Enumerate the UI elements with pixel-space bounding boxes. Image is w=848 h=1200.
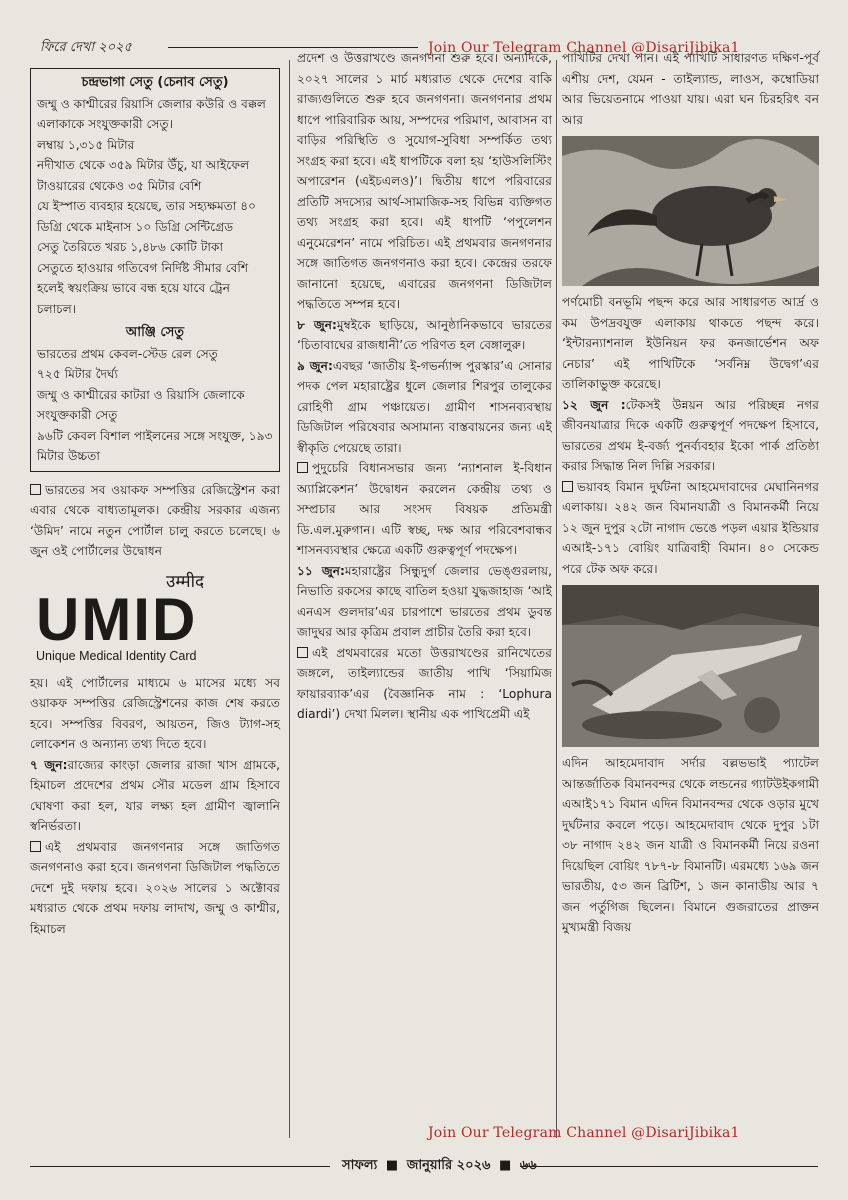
box-line: জম্মু ও কাশ্মীরের রিয়াসি জেলার কউরি ও বক্কল এলাকাকে সংযুক্তকারী সেতু। [37, 96, 267, 131]
checkbox-bullet-icon [562, 481, 573, 492]
logo-hindi-text: उम्मीद [166, 571, 204, 592]
box-line: ৯৬টি কেবল বিশাল পাইলনের সঙ্গে সংযুক্ত, ১৯৩ মিটার উচ্চতা [37, 428, 273, 463]
news-date: ১১ জুন: [297, 563, 345, 578]
news-date: ৭ জুন: [30, 757, 68, 772]
square-bullet-icon: ■ [385, 1158, 399, 1173]
column-3 [562, 48, 819, 938]
box-line: জম্মু ও কাশ্মীরের কাটরা ও রিয়াসি জেলাকে সংযুক্তকারী সেতু [37, 387, 245, 422]
news-text: এই প্রথমবারের মতো উত্তরাখণ্ডের রানিখেতের জঙ্গলে, তাইল্যান্ডের জাতীয় পাখি ‘সিয়ামিজ ফায়ারব্যাক’এর (বৈজ্ঞানিক নাম : ‘Lophura diardi’) দেখা মিলল। স্থানীয় এক পাখিপ্রেমী এই [297, 645, 552, 721]
column-divider [289, 60, 290, 1138]
page-number: ৬৬ [519, 1158, 537, 1173]
box-line: সেতুতে হাওয়ার গতিবেগ নির্দিষ্ট সীমার বেশি হলেই স্বয়ংক্রিয় ভাবে বন্ধ হয়ে যাবে ট্রেন চলাচল। [37, 260, 249, 316]
umid-logo-graphic [30, 592, 270, 644]
bird-photo [562, 136, 819, 286]
column-1 [30, 68, 280, 939]
column-2 [297, 48, 552, 725]
magazine-name: সাফল্য [342, 1158, 378, 1173]
news-text: ভারতের সব ওয়াকফ সম্পত্তির রেজিস্ট্রেশন করা এবার থেকে বাধ্যতামূলক। কেন্দ্রীয় সরকার এজন্য ‘উমিদ’ নামে নতুন পোর্টাল চালু করতে চলেছে। ৬ জুন ওই পোর্টালের উদ্বোধন [30, 482, 280, 558]
news-text: মহারাষ্ট্রের সিন্ধুদুর্গ জেলার ভেঙ্গুরলায়, নিভাতি রকসের কাছে বাতিল হওয়া যুদ্ধজাহাজ ‘আই এনএস গুলদার’এর চারপাশে ভারতের প্রথম ডুবন্ত জাদুঘর আর কৃত্রিম প্রবাল প্রাচীর তৈরি করা হবে। [297, 563, 552, 639]
page-footer [342, 1156, 541, 1177]
box-line: সেতু তৈরিতে খরচ ১,৪৮৬ কোটি টাকা [37, 240, 223, 254]
news-item [297, 561, 552, 643]
news-date: ৯ জুন: [297, 358, 333, 373]
square-bullet-icon: ■ [499, 1158, 512, 1173]
issue-month: জানুয়ারি ২০২৬ [406, 1158, 491, 1173]
news-item [297, 315, 552, 356]
footer-rule [520, 1166, 818, 1167]
box-line: লম্বায় ১,৩১৫ মিটার [37, 137, 135, 152]
news-text: হয়। এই পোর্টালের মাধ্যমে ৬ মাসের মধ্যে সব ওয়াকফ সম্পত্তির রেজিস্ট্রেশনের কাজ শেষ করতে হবে। সম্পত্তির বিবরণ, আয়তন, জিও ট্যাগ-সহ লোকেশন ও অন্যান্য তথ্য দিতে হবে। [30, 675, 280, 751]
news-text: পর্ণমোচী বনভূমি পছন্দ করে আর সাধারণত আর্দ্র ও কম উপদ্রবযুক্ত এলাকায় থাকতে পছন্দ করে। ‘ইন্টারন্যাশনাল ইউনিয়ন ফর কনজার্ভেশন অফ নেচার’ এই পাখিটিকে ‘সর্বনিম্ন উদ্বেগ’এর তালিকাভুক্ত করেছে। [562, 295, 819, 391]
news-item [30, 837, 280, 940]
news-item [562, 477, 819, 580]
checkbox-bullet-icon [30, 841, 41, 852]
news-text: পুদুচেরি বিধানসভার জন্য ‘ন্যাশনাল ই-বিধান অ্যাপ্লিকেশন’ উদ্বোধন করলেন কেন্দ্রীয় তথ্য ও সম্প্রচার আর সংসদ বিষয়ক প্রতিমন্ত্রী ডি.এল.মুরুগান। এটি স্বচ্ছ, দক্ষ আর পরিবেশবান্ধব শাসনব্যবস্থার ক্ষেত্রে একটি গুরুত্বপূর্ণ পদক্ষেপ। [297, 461, 552, 557]
watermark-top: Join Our Telegram Channel @DisariJibika1 [428, 40, 740, 56]
watermark-bottom: Join Our Telegram Channel @DisariJibika1 [428, 1125, 740, 1141]
crash-photo [562, 585, 819, 747]
section-header: ফিরে দেখা ২০২৫ [40, 40, 133, 55]
news-item [297, 458, 552, 561]
news-item [297, 356, 552, 459]
news-date: ১২ জুন : [562, 397, 626, 412]
footer-rule [30, 1166, 330, 1167]
checkbox-bullet-icon [30, 484, 41, 495]
checkbox-bullet-icon [297, 462, 308, 473]
news-text: প্রদেশ ও উত্তরাখণ্ডে জনগণনা শুরু হবে। অন্যদিকে, ২০২৭ সালের ১ মার্চ মধ্যরাত থেকে দেশের বাকি রাজ্যগুলিতে শুরু হবে জনগণনা। জনগণনার প্রথম ধাপে পারিবারিক আয়, সম্পদের পরিমাণ, আবাসন বা বাড়ির পরিস্থিতি ও সুযোগ-সুবিধা সম্পর্কিত তথ্য সংগ্রহ করা হবে। এই ধাপটিকে বলা হয় ‘হাউসলিস্টিং অপারেশন (এইচএলও)’। দ্বিতীয় ধাপে পরিবারের প্রতিটি সদস্যের আর্থ-সামাজিক-সহ বিভিন্ন ব্যক্তিগত তথ্য সংগ্রহ করা হবে। এই ধাপটি ‘পপুলেশন এনুমেরেশন’ নামে পরিচিত। এই প্রথমবার জনগণনার সঙ্গে জাতিগত জনগণনাও করা হবে। কেন্দ্রের তরফে জানানো হয়েছে, এবারের জনগণনা ডিজিটাল পদ্ধতিতে সম্পন্ন হবে। [297, 51, 552, 311]
box-line: যে ইস্পাত ব্যবহার হয়েছে, তার সহ্যক্ষমতা ৪০ ডিগ্রি থেকে মাইনাস ১০ ডিগ্রি সেন্টিগ্রেড [37, 199, 257, 234]
box-line: ৭২৫ মিটার দৈর্ঘ্য [37, 367, 119, 381]
column-divider [556, 60, 557, 1138]
news-text: টেকসই উন্নয়ন আর পরিচ্ছন্ন নগর জীবনযাত্রার দিকে একটি গুরুত্বপূর্ণ পদক্ষেপ হিসাবে, ভারতের প্রথম ই-বর্জ্য পুনর্ব্যবহার ইকো পার্ক প্রতিষ্ঠা করার সিদ্ধান্ত নিল দিল্লি সরকার। [562, 397, 820, 473]
box-line: ভারতের প্রথম কেবল-স্টেড রেল সেতু [37, 346, 218, 361]
news-text: পাখিটির দেখা পান। এই পাখিটি সাধারণত দক্ষিণ-পূর্ব এশীয় দেশ, যেমন - তাইল্যান্ড, লাওস, কম্বোডিয়া আর ভিয়েতনামে পাওয়া যায়। এরা ঘন চিরহরিৎ বন আর [562, 51, 819, 127]
news-text: মুম্বইকে ছাড়িয়ে, আনুষ্ঠানিকভাবে ভারতের ‘চিতাবাঘের রাজধানী’তে পরিণত হল বেঙ্গালুরু। [297, 317, 552, 352]
news-date: ৮ জুন: [297, 317, 337, 332]
box-title: আঞ্জি সেতু [125, 325, 185, 340]
info-box-chenab-bridge [30, 68, 280, 472]
news-text: ভয়াবহ বিমান দুর্ঘটনা আহমেদাবাদের মেঘানিনগর এলাকায়। ২৪২ জন বিমানযাত্রী ও বিমানকর্মী নিয়ে ১২ জুন দুপুর ২টো নাগাদ ভেঙে পড়ল এয়ার ইন্ডিয়ার এআই-১৭১ বোয়িং যাত্রিবাহী বিমান। ৪০ সেকেন্ড পরে টেক অফ করে। [562, 479, 819, 576]
logo-word: UMID [36, 592, 198, 644]
box-line: নদীখাত থেকে ৩৫৯ মিটার উঁচু, যা আইফেল টাওয়ারের থেকেও ৩৫ মিটার বেশি [37, 158, 250, 193]
news-text: এদিন আহমেদাবাদ সর্দার বল্লভভাই প্যাটেল আন্তর্জাতিক বিমানবন্দর থেকে লন্ডনের গ্যাটউইকগামী এআই১৭১ বিমান এদিন বিমানবন্দর থেকে ওড়ার মুখে দুর্ঘটনার কবলে পড়ে। আহমেদাবাদ থেকে দুপুর ১টা ৩৮ নাগাদ ২৪২ জন যাত্রী ও বিমানকর্মী নিয়ে রওনা দিয়েছিল বোয়িং ৭৮৭-৮ বিমানটি। এরমধ্যে ১৬৯ জন ভারতীয়, ৫৩ জন ব্রিটিশ, ১ জন কানাডীয় আর ৭ জন পর্তুগিজ ছিলেন। বিমানে গুজরাতের প্রাক্তন মুখ্যমন্ত্রী বিজয় [562, 756, 819, 934]
news-item [30, 480, 280, 562]
checkbox-bullet-icon [297, 647, 308, 658]
news-item [30, 755, 280, 837]
news-item [297, 643, 552, 725]
news-text: রাজ্যের কাংড়া জেলার রাজা খাস গ্রামকে, হিমাচল প্রদেশের প্রথম সৌর মডেল গ্রাম হিসাবে ঘোষণা করা হল, যার লক্ষ্য হল গ্রামীণ জ্বালানি স্বনির্ভরতা। [30, 757, 280, 833]
box-title: চন্দ্রভাগা সেতু (চেনাব সেতু) [81, 75, 229, 90]
logo-caption: Unique Medical Identity Card [36, 649, 197, 663]
news-item [562, 395, 819, 477]
news-text: এই প্রথমবার জনগণনার সঙ্গে জাতিগত জনগণনাও করা হবে। জনগণনা ডিজিটাল পদ্ধতিতে দেশে দুই দফায় হবে। ২০২৬ সালের ১ অক্টোবর মধ্যরাত থেকে প্রথম দফায় লাদাখ, জম্মু ও কাশ্মীর, হিমাচল [30, 839, 280, 936]
umid-logo [30, 572, 280, 667]
news-text: এবছর ‘জাতীয় ই-গভর্ন্যান্স পুরস্কার’এ সোনার পদক পেল মহারাষ্ট্রের ধুলে জেলার শিরপুর তালুকের রোহিণী গ্রাম পঞ্চায়েত। গ্রামীণ শাসনব্যবস্থায় ডিজিটাল পরিষেবার অসামান্য বাস্তবায়নের জন্য এই স্বীকৃতি পেয়েছে তারা। [297, 358, 552, 455]
